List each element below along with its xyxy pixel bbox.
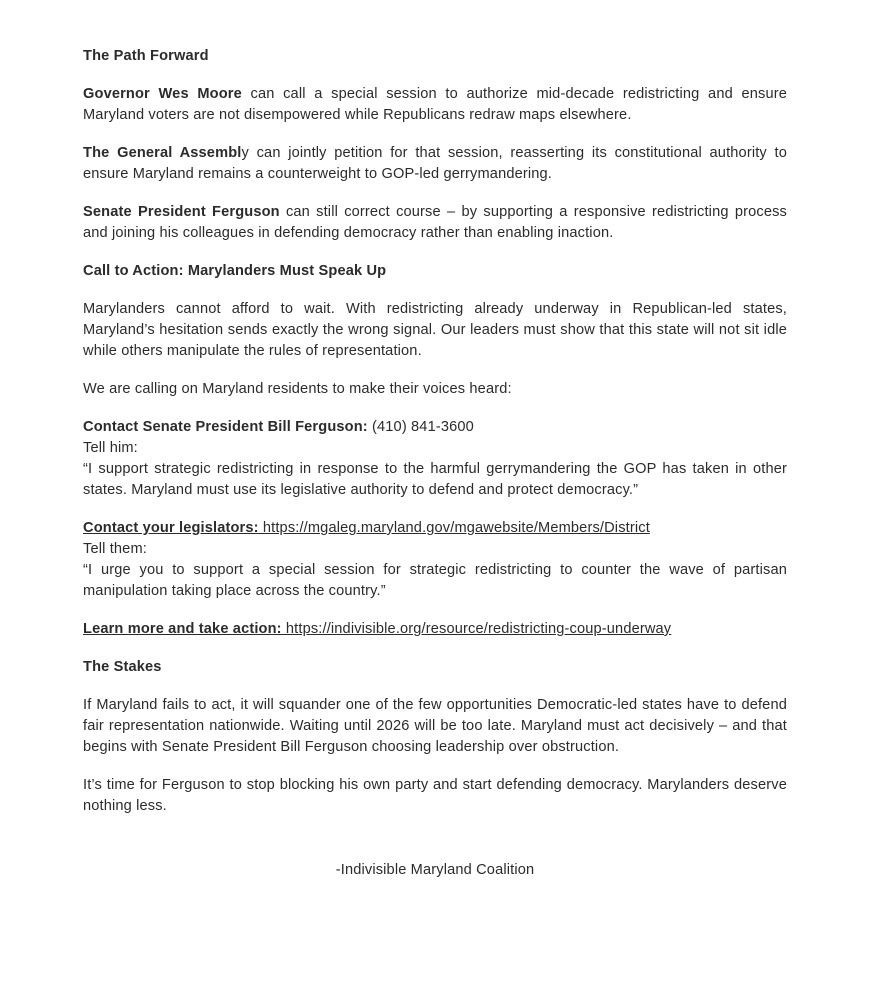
paragraph-text: can call a special session to authorize mid-decade redistricting and ensure Maryland voters are not disempowered while Republicans redraw maps elsewhere. [83, 86, 788, 123]
heading-the-stakes: The Stakes [83, 659, 162, 675]
bold-lead-general-assembly: The General Assembl [83, 145, 242, 161]
tell-them-label: Tell them: [83, 541, 147, 557]
paragraph-text: can still correct course – by supporting a responsive redistricting process and joining his colleagues in defending democracy rather than enabling inaction. [83, 204, 787, 241]
contact-ferguson-line [83, 417, 787, 438]
bold-lead-senate-president: Senate President Ferguson [83, 204, 280, 220]
paragraph-text: y can jointly petition for that session, reasserting its constitutional authority to ensure Maryland remains a counterweight to GOP-led gerrymandering. [83, 145, 788, 182]
paragraph-calling-on-residents: We are calling on Maryland residents to make their voices heard: [83, 381, 512, 397]
contact-ferguson-label: Contact Senate President Bill Ferguson: [83, 419, 368, 435]
paragraph-cannot-afford-to-wait: Marylanders cannot afford to wait. With redistricting already underway in Republican-led states, Maryland’s hesitation sends exactly the wrong signal. Our leaders must show that this state will not sit idle while others manipulate the rules of representation. [83, 301, 787, 359]
learn-more-label: Learn more and take action: [83, 621, 282, 637]
paragraph-governor-moore [83, 84, 787, 126]
contact-ferguson-phone: (410) 841-3600 [367, 419, 474, 435]
heading-path-forward: The Path Forward [83, 48, 209, 64]
paragraph-stakes-squander: If Maryland fails to act, it will squander one of the few opportunities Democratic-led states have to defend fair representation nationwide. Waiting until 2026 will be too late. Maryland must act decisively – and that begins with Senate President Bill Ferguson choosing leadership over obstruction. [83, 697, 787, 755]
contact-legislators-line [83, 518, 787, 539]
contact-ferguson-block [83, 417, 787, 501]
ferguson-script-quote: “I support strategic redistricting in response to the harmful gerrymandering the GOP has taken in other states. Maryland must use its legislative authority to defend and protect democracy.” [83, 461, 787, 498]
heading-call-to-action: Call to Action: Marylanders Must Speak Up [83, 263, 387, 279]
learn-more-block [83, 619, 787, 640]
legislators-directory-link[interactable]: https://mgaleg.maryland.gov/mgawebsite/Members/District [258, 520, 650, 536]
tell-him-label: Tell him: [83, 440, 138, 456]
legislators-script-quote: “I urge you to support a special session for strategic redistricting to counter the wave of partisan manipulation taking place across the country.” [83, 562, 787, 599]
bold-lead-governor-moore: Governor Wes Moore [83, 86, 242, 102]
contact-legislators-label: Contact your legislators: [83, 520, 259, 536]
contact-legislators-block [83, 518, 787, 602]
paragraph-general-assembly [83, 143, 787, 185]
paragraph-stakes-closing: It’s time for Ferguson to stop blocking his own party and start defending democracy. Marylanders deserve nothing less. [83, 777, 787, 814]
paragraph-senate-president [83, 202, 787, 244]
signature-indivisible-maryland: -Indivisible Maryland Coalition [335, 862, 535, 878]
learn-more-line [83, 619, 787, 640]
indivisible-resource-link[interactable]: https://indivisible.org/resource/redistricting-coup-underway [281, 621, 672, 637]
